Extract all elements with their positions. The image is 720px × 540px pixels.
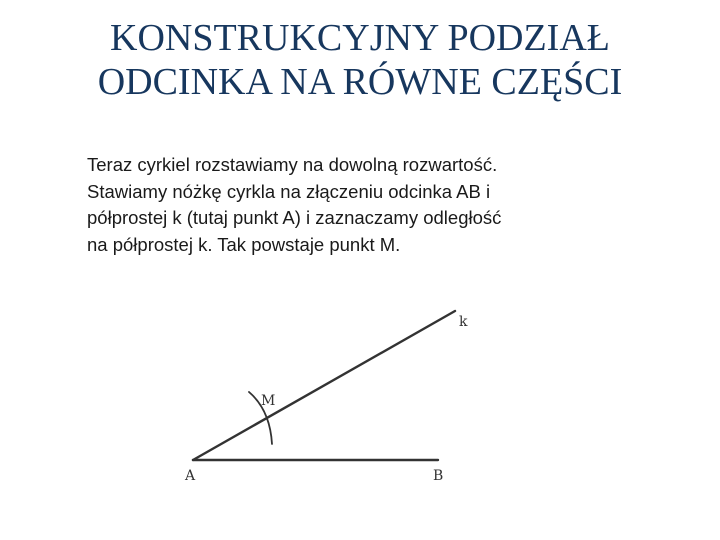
title-line-1: KONSTRUKCYJNY PODZIAŁ: [110, 17, 610, 59]
instruction-line-2: Stawiamy nóżkę cyrkla na złączeniu odcinka AB i: [87, 180, 491, 202]
instruction-line-1: Teraz cyrkiel rozstawiamy na dowolną rozwartość.: [87, 154, 498, 175]
label-b: B: [433, 468, 444, 484]
instruction-line-3: półprostej k (tutaj punkt A) i zaznaczamy odległość: [87, 207, 502, 228]
label-m: M: [261, 393, 276, 409]
label-k: k: [459, 314, 468, 330]
label-a: A: [185, 468, 196, 484]
title-line-2: ODCINKA NA RÓWNE CZĘŚCI: [97, 61, 623, 103]
ray-k: [193, 311, 455, 460]
instruction-line-4: na półprostej k. Tak powstaje punkt M.: [87, 233, 401, 255]
